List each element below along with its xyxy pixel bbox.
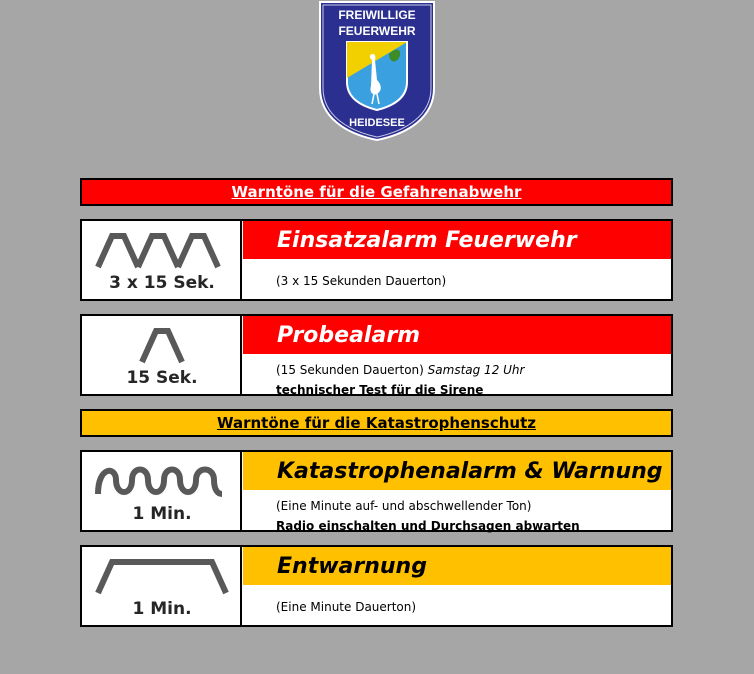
signal-icon-cell (82, 452, 242, 530)
alarm-description: (Eine Minute Dauerton) (276, 600, 417, 614)
duration-label: 1 Min. (132, 599, 192, 619)
svg-text:HEIDESEE: HEIDESEE (349, 117, 405, 129)
alarm-description: (15 Sekunden Dauerton) Samstag 12 Uhr technischer Test für die Sirene (276, 363, 525, 397)
heidesee-crest-icon (317, 0, 437, 142)
card-entwarnung (80, 545, 673, 627)
alarm-description: (3 x 15 Sekunden Dauerton) (276, 274, 447, 288)
duration-label: 3 x 15 Sek. (109, 273, 215, 293)
three-bursts-icon (82, 221, 242, 271)
signal-icon-cell (82, 547, 242, 625)
alarm-title: Probealarm (243, 316, 671, 354)
continuous-tone-icon (82, 547, 242, 597)
section-header-katastrophenschutz: Warntöne für die Katastrophenschutz (80, 409, 673, 437)
duration-label: 15 Sek. (126, 368, 198, 388)
svg-text:FREIWILLIGE: FREIWILLIGE (338, 8, 416, 22)
fire-department-logo (317, 0, 437, 142)
card-katastrophenalarm (80, 450, 673, 532)
signal-icon-cell (82, 316, 242, 394)
alarm-title: Einsatzalarm Feuerwehr (243, 221, 671, 259)
single-burst-icon (82, 316, 242, 366)
alarm-title: Katastrophenalarm & Warnung (243, 452, 671, 490)
svg-text:FEUERWEHR: FEUERWEHR (338, 24, 416, 38)
signal-icon-cell (82, 221, 242, 299)
alarm-description: (Eine Minute auf- und abschwellender Ton) Radio einschalten und Durchsagen abwarten (276, 499, 580, 533)
duration-label: 1 Min. (132, 504, 192, 524)
wave-tone-icon (82, 452, 242, 502)
section-header-gefahrenabwehr: Warntöne für die Gefahrenabwehr (80, 178, 673, 206)
card-probealarm (80, 314, 673, 396)
card-einsatzalarm (80, 219, 673, 301)
alarm-title: Entwarnung (243, 547, 671, 585)
